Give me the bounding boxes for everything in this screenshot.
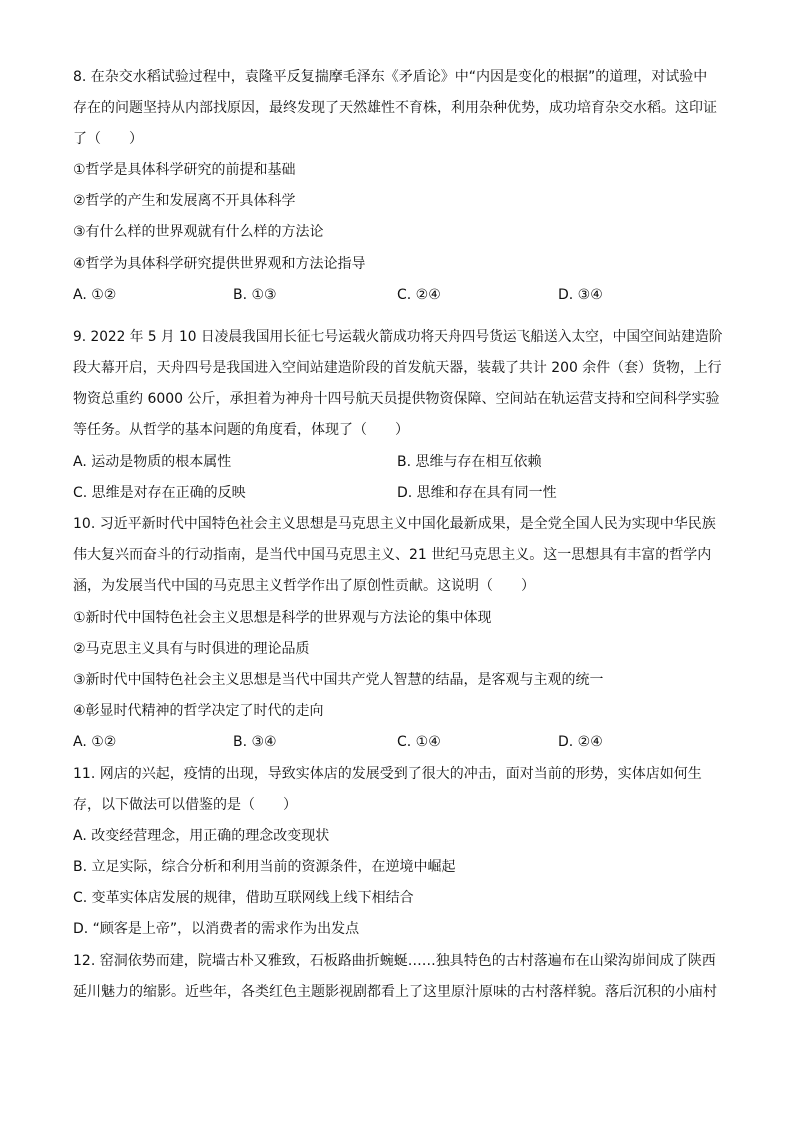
option-d: D. ②④ [558, 734, 603, 750]
question-stem-line: 11. 网店的兴起，疫情的出现，导致实体店的发展受到了很大的冲击，面对当前的形势，实体店如何生 [73, 766, 702, 782]
question-stem-line: 伟大复兴而奋斗的行动指南，是当代中国马克思主义、21 世纪马克思主义。这一思想具有丰富的哲学内 [73, 547, 712, 563]
option-d: D. ③④ [558, 287, 603, 303]
question-stem-line: 段大幕开启，天舟四号是我国进入空间站建造阶段的首发航天器，装载了共计 200 余件（套）货物，上行 [73, 360, 722, 376]
option-d: D. “顾客是上帝”，以消费者的需求作为出发点 [73, 921, 360, 937]
option-b: B. ①③ [233, 287, 277, 303]
question-stem-line: 存在的问题坚持从内部找原因，最终发现了天然雄性不育株，利用杂种优势，成功培育杂交水稻。这印证 [73, 100, 717, 116]
option-c: C. ②④ [397, 287, 441, 303]
option-a: A. 改变经营理念，用正确的理念改变现状 [73, 828, 330, 844]
option-a: A. ①② [73, 734, 117, 750]
question-stem-line: 8. 在杂交水稻试验过程中，袁隆平反复揣摩毛泽东《矛盾论》中“内因是变化的根据”的道理，对试验中 [73, 69, 708, 85]
option-b: B. ③④ [233, 734, 277, 750]
question-stem-line: 涵，为发展当代中国的马克思主义哲学作出了原创性贡献。这说明（ ） [73, 578, 535, 594]
question-stem-line: 12. 窑洞依势而建，院墙古朴又雅致，石板路曲折蜿蜒……独具特色的古村落遍布在山梁沟峁间成了陕西 [73, 953, 716, 969]
question-stem-line: 10. 习近平新时代中国特色社会主义思想是马克思主义中国化最新成果，是全党全国人民为实现中华民族 [73, 516, 716, 532]
question-stem-line: 物资总重约 6000 公斤，承担着为神舟十四号航天员提供物资保障、空间站在轨运营支持和空间科学实验 [73, 391, 720, 407]
option-c: C. 变革实体店发展的规律，借助互联网线上线下相结合 [73, 890, 414, 906]
option-a: A. 运动是物质的根本属性 [73, 454, 232, 470]
statement: ①哲学是具体科学研究的前提和基础 [73, 162, 296, 178]
statement: ④彰显时代精神的哲学决定了时代的走向 [73, 703, 324, 719]
question-stem-line: 延川魅力的缩影。近些年，各类红色主题影视剧都看上了这里原汁原味的古村落样貌。落后沉积的小庙村 [73, 984, 717, 1000]
option-b: B. 立足实际，综合分析和利用当前的资源条件，在逆境中崛起 [73, 859, 456, 875]
statement: ④哲学为具体科学研究提供世界观和方法论指导 [73, 256, 366, 272]
statement: ②哲学的产生和发展离不开具体科学 [73, 193, 296, 209]
option-d: D. 思维和存在具有同一性 [397, 485, 557, 501]
statement: ①新时代中国特色社会主义思想是科学的世界观与方法论的集中体现 [73, 610, 492, 626]
option-c: C. 思维是对存在正确的反映 [73, 485, 246, 501]
statement: ③有什么样的世界观就有什么样的方法论 [73, 224, 324, 240]
question-stem-line: 了（ ） [73, 131, 143, 147]
option-a: A. ①② [73, 287, 117, 303]
option-c: C. ①④ [397, 734, 441, 750]
option-b: B. 思维与存在相互依赖 [397, 454, 542, 470]
statement: ②马克思主义具有与时俱进的理论品质 [73, 641, 310, 657]
question-stem-line: 9. 2022 年 5 月 10 日凌晨我国用长征七号运载火箭成功将天舟四号货运飞船送入太空，中国空间站建造阶 [73, 329, 723, 345]
question-stem-line: 等任务。从哲学的基本问题的角度看，体现了（ ） [73, 422, 409, 438]
question-stem-line: 存，以下做法可以借鉴的是（ ） [73, 797, 297, 813]
statement: ③新时代中国特色社会主义思想是当代中国共产党人智慧的结晶，是客观与主观的统一 [73, 672, 604, 688]
